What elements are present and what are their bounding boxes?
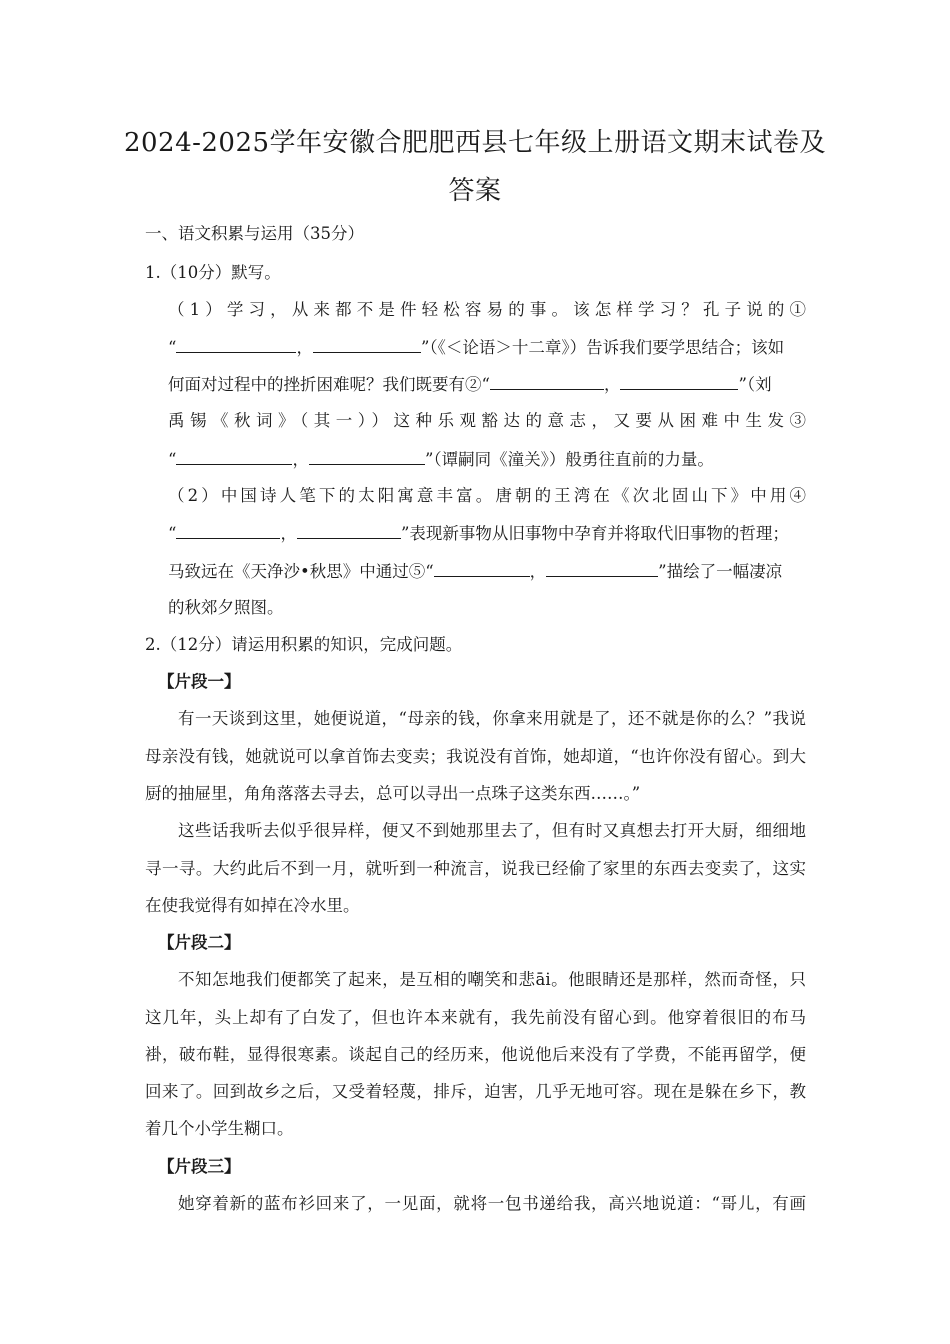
text-segment: ， (292, 450, 309, 469)
section-heading: 一、语文积累与运用（35分） (145, 224, 364, 243)
q1-part1-line5 (168, 448, 714, 471)
answer-blank-3b[interactable] (309, 448, 425, 465)
answer-blank-1a[interactable] (176, 336, 296, 353)
fragment-2-line3: 褂，破布鞋，显得很寒素。谈起自己的经历来，他说他后来没有了学费，不能再留学，便 (145, 1045, 806, 1064)
answer-blank-5b[interactable] (546, 560, 658, 577)
text-segment: ”表现新事物从旧事物中孕育并将取代旧事物的哲理； (400, 524, 789, 543)
text-segment: ， (603, 375, 621, 394)
fragment-1-line5: 寻一寻。大约此后不到一月，就听到一种流言，说我已经偷了家里的东西去变卖了，这实 (145, 859, 806, 878)
question-1-header: 1.（10分）默写。 (145, 263, 281, 282)
answer-blank-5a[interactable] (434, 560, 530, 577)
text-segment: ”（谭嗣同《潼关》）般勇往直前的力量。 (424, 450, 714, 469)
q1-part2-line1: （2）中国诗人笔下的太阳寓意丰富。唐朝的王湾在《次北固山下》中用④ (168, 486, 806, 505)
answer-blank-1b[interactable] (313, 336, 421, 353)
fragment-1-line1: 有一天谈到这里，她便说道，“母亲的钱，你拿来用就是了，还不就是你的么？”我说 (178, 709, 806, 728)
fragment-2-line4: 回来了。回到故乡之后，又受着轻蔑，排斥，迫害，几乎无地可容。现在是躲在乡下，教 (145, 1082, 806, 1101)
answer-blank-2a[interactable] (490, 373, 604, 390)
q1-part2-line2 (168, 522, 789, 545)
fragment-2-line1: 不知怎地我们便都笑了起来，是互相的嘲笑和悲āi。他眼睛还是那样，然而奇怪，只 (178, 970, 806, 989)
text-segment: 何面对过程中的挫折困难呢？我们既要有②“ (168, 375, 490, 394)
q1-part1-line1: （1）学习，从来都不是件轻松容易的事。该怎样学习？孔子说的① (168, 300, 806, 319)
fragment-2-label: 【片段二】 (158, 933, 241, 952)
text-segment: 马致远在《天净沙•秋思》中通过⑤“ (168, 562, 434, 581)
fragment-1-line4: 这些话我听去似乎很异样，便又不到她那里去了，但有时又真想去打开大厨，细细地 (178, 821, 806, 840)
fragment-2-line5: 着几个小学生糊口。 (145, 1119, 294, 1138)
question-2-header: 2.（12分）请运用积累的知识，完成问题。 (145, 635, 463, 654)
text-segment: ”描绘了一幅凄凉 (658, 562, 783, 581)
text-segment: ， (529, 562, 547, 581)
q1-part1-line4: 禹锡《秋词》（其一））这种乐观豁达的意志，又要从困难中生发③ (168, 411, 806, 430)
fragment-1-line2: 母亲没有钱，她就说可以拿首饰去变卖；我说没有首饰，她却道，“也许你没有留心。到大 (145, 747, 806, 766)
q1-part1-line3 (168, 373, 772, 396)
document-title-line2: 答案 (448, 176, 502, 206)
text-segment: ， (296, 338, 313, 357)
fragment-2-line2: 这几年，头上却有了白发了，但也许本来就有，我先前没有留心到。他穿着很旧的布马 (145, 1008, 806, 1027)
text-segment: ”（《＜论语＞十二章》）告诉我们要学思结合；该如 (420, 338, 785, 357)
fragment-1-line6: 在使我觉得有如掉在冷水里。 (145, 896, 360, 915)
answer-blank-3a[interactable] (176, 448, 292, 465)
text-segment: “ (168, 450, 177, 469)
q1-part1-line2 (168, 336, 784, 359)
text-segment: ， (280, 524, 297, 543)
text-segment: “ (168, 524, 177, 543)
q1-part2-line3 (168, 560, 782, 583)
text-segment: ”（刘 (738, 375, 772, 394)
fragment-3-label: 【片段三】 (158, 1157, 241, 1176)
text-segment: “ (168, 338, 177, 357)
answer-blank-2b[interactable] (620, 373, 738, 390)
q1-part2-line4: 的秋郊夕照图。 (168, 598, 284, 617)
fragment-3-line1: 她穿着新的蓝布衫回来了，一见面，就将一包书递给我，高兴地说道：“哥儿，有画 (178, 1194, 806, 1213)
answer-blank-4b[interactable] (297, 522, 401, 539)
fragment-1-label: 【片段一】 (158, 672, 241, 691)
fragment-1-line3: 厨的抽屉里，角角落落去寻去，总可以寻出一点珠子这类东西……。” (145, 784, 641, 803)
answer-blank-4a[interactable] (176, 522, 280, 539)
document-title-line1: 2024-2025学年安徽合肥肥西县七年级上册语文期末试卷及 (123, 128, 827, 158)
